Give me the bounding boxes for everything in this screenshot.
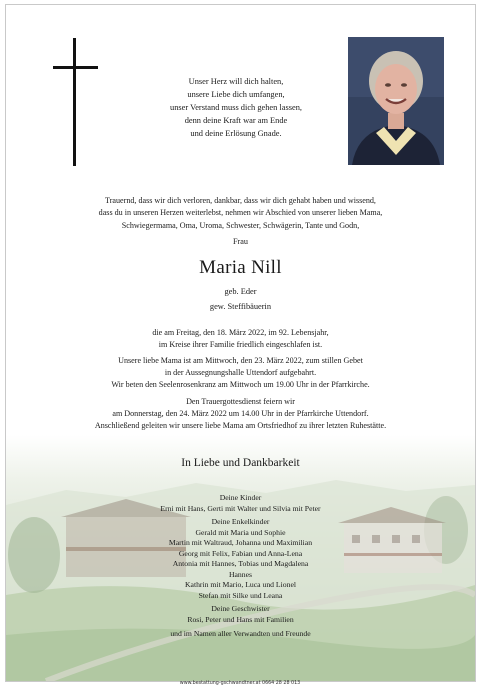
intro-line: Trauernd, dass wir dich verloren, dankbar, dass wir dich gehabt haben und wissend, <box>105 196 376 205</box>
service-notice-line: Den Trauergottesdienst feiern wir <box>186 397 295 406</box>
verse-line: unser Verstand muss dich gehen lassen, <box>170 103 302 112</box>
portrait-photo <box>348 37 444 165</box>
family-line: Martin mit Waltraud, Johanna und Maximilian <box>168 538 313 547</box>
siblings-group <box>16 604 465 625</box>
cross-icon <box>53 38 98 166</box>
service-notice-line: Anschließend geleiten wir unsere liebe Mama am Ortsfriedhof zu ihrer letzten Ruhestätte. <box>94 421 387 430</box>
grandchildren-group <box>16 517 465 601</box>
closing-title: In Liebe und Dankbarkeit <box>181 457 300 469</box>
service-notice <box>16 396 465 432</box>
footer-contact: www.bestattung-gschwandtner.at 0664 28 28 013 <box>179 681 301 686</box>
family-list <box>16 493 465 640</box>
wake-notice-line: Wir beten den Seelenrosenkranz am Mittwoch um 19.00 Uhr in der Pfarrkirche. <box>111 380 370 389</box>
wake-notice <box>16 355 465 391</box>
children-group <box>16 493 465 514</box>
intro-line: dass du in unseren Herzen weiterlebst, nehmen wir Abschied von unserer lieben Mama, <box>98 208 383 218</box>
service-notice-line: am Donnerstag, den 24. März 2022 um 14.00 Uhr in der Pfarrkirche Uttendorf. <box>112 409 369 418</box>
verse-line: unsere Liebe dich umfangen, <box>187 90 285 99</box>
verse-line: denn deine Kraft war am Ende <box>184 116 288 125</box>
intro-line: Schwiegermama, Oma, Uroma, Schwester, Schwägerin, Tante und Godn, <box>121 220 360 230</box>
group-heading: Deine Enkelkinder <box>211 517 270 526</box>
verse <box>136 75 336 140</box>
death-notice <box>16 327 465 351</box>
family-line: Stefan mit Silke und Leana <box>198 590 283 600</box>
family-line: Hannes <box>228 569 253 579</box>
family-line: Erni mit Hans, Gerti mit Walter und Silvia mit Peter <box>160 503 321 513</box>
obituary-card <box>5 4 476 682</box>
deceased-name: Maria Nill <box>199 257 282 278</box>
wake-notice-line: Unsere liebe Mama ist am Mittwoch, den 23. März 2022, zum stillen Gebet <box>118 356 363 365</box>
verse-line: und deine Erlösung Gnade. <box>190 129 282 138</box>
family-line: Georg mit Felix, Fabian und Anna-Lena <box>178 548 303 558</box>
family-line: Gerald mit Maria und Sophie <box>195 527 286 537</box>
death-notice-line: die am Freitag, den 18. März 2022, im 92. Lebensjahr, <box>152 328 329 337</box>
salutation: Frau <box>232 237 248 246</box>
family-line: Kathrin mit Mario, Luca und Lionel <box>184 580 296 589</box>
family-line: Rosi, Peter und Hans mit Familien <box>187 614 294 624</box>
wake-notice-line: in der Aussegnungshalle Uttendorf aufgebahrt. <box>164 368 317 377</box>
relatives-line: und im Namen aller Verwandten und Freunde <box>170 629 311 638</box>
birth-name: geb. Eder <box>224 287 257 296</box>
former-name: gew. Steffibäuerin <box>209 302 272 311</box>
verse-line: Unser Herz will dich halten, <box>188 77 284 86</box>
intro-text <box>16 195 465 232</box>
group-heading: Deine Geschwister <box>211 604 270 613</box>
family-line: Antonia mit Hannes, Tobias und Magdalena <box>172 559 309 568</box>
death-notice-line: im Kreise ihrer Familie friedlich eingeschlafen ist. <box>158 340 323 349</box>
group-heading: Deine Kinder <box>219 493 262 502</box>
